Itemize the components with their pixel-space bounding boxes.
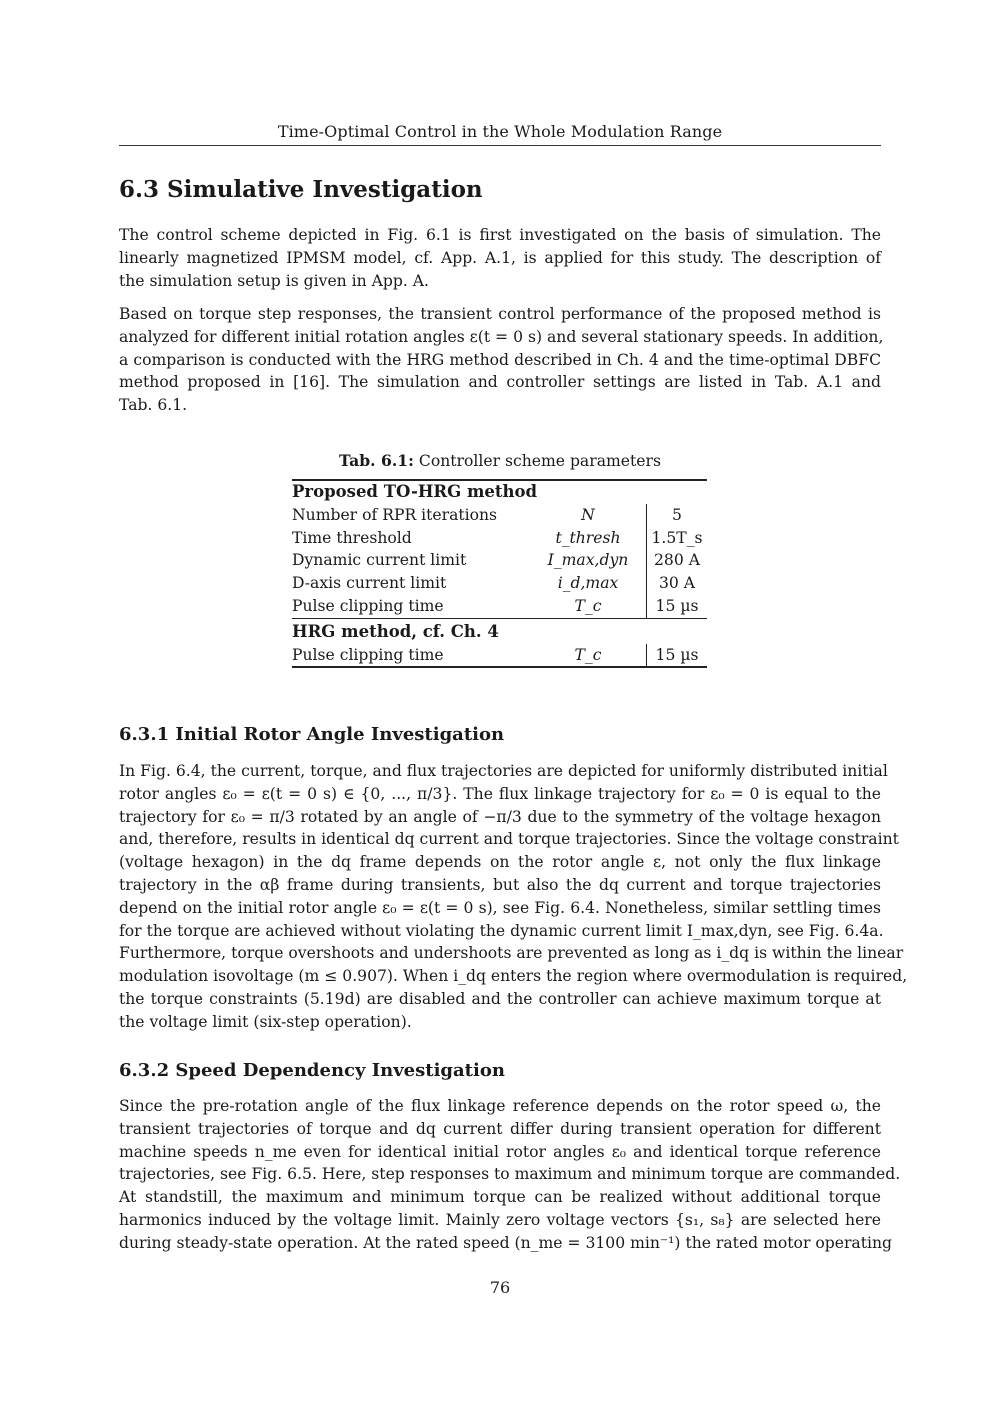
param-symbol: t_thresh xyxy=(555,528,621,547)
table-row xyxy=(292,549,707,572)
section-title: 6.3 Simulative Investigation xyxy=(119,176,483,203)
text-line: Furthermore, torque overshoots and undershoots are prevented as long as i_dq is within the linear xyxy=(119,944,904,963)
table-group-header xyxy=(292,618,707,643)
param-name: Dynamic current limit xyxy=(292,551,467,570)
table-row xyxy=(292,572,707,595)
text-line: modulation isovoltage (m ≤ 0.907). When i_dq enters the region where overmodulation is required, xyxy=(119,967,908,986)
text-line: and, therefore, results in identical dq current and torque trajectories. Since the voltage constraint xyxy=(119,830,899,849)
text-line: analyzed for different initial rotation angles ε(t = 0 s) and several stationary speeds. In addition, xyxy=(119,327,884,346)
group-title: HRG method, cf. Ch. 4 xyxy=(292,618,544,643)
param-value: 5 xyxy=(647,504,708,527)
subsection-title-speed-dependency: 6.3.2 Speed Dependency Investigation xyxy=(119,1060,505,1081)
param-name: Pulse clipping time xyxy=(292,644,544,668)
text-line: (voltage hexagon) in the dq frame depends on the rotor angle ε, not only the flux linkage xyxy=(119,853,881,872)
text-line: during steady-state operation. At the rated speed (n_me = 3100 min⁻¹) the rated motor operating xyxy=(119,1233,892,1252)
table-row xyxy=(292,504,707,527)
text-line: Tab. 6.1. xyxy=(119,396,188,415)
table-caption xyxy=(119,451,881,470)
text-line: The control scheme depicted in Fig. 6.1 is first investigated on the basis of simulation. The xyxy=(119,226,881,244)
table-row xyxy=(292,644,707,668)
param-symbol: i_d,max xyxy=(557,574,619,593)
text-line: method proposed in [16]. The simulation and controller settings are listed in Tab. A.1 and xyxy=(119,373,881,392)
text-line: the voltage limit (six-step operation). xyxy=(119,1012,412,1031)
text-line: depend on the initial rotor angle ε₀ = ε(t = 0 s), see Fig. 6.4. Nonetheless, similar settling times xyxy=(119,898,881,917)
header-rule xyxy=(119,145,881,146)
table-row xyxy=(292,527,707,550)
text-line: trajectory for ε₀ = π/3 rotated by an angle of −π/3 due to the symmetry of the voltage hexagon xyxy=(119,807,881,826)
param-value: 280 A xyxy=(647,549,708,572)
table-caption-label: Tab. 6.1: xyxy=(339,451,414,470)
table-group-header xyxy=(292,480,707,504)
text-line: machine speeds n_me even for identical initial rotor angles ε₀ and identical torque reference xyxy=(119,1142,881,1161)
text-line: Based on torque step responses, the transient control performance of the proposed method is xyxy=(119,305,881,323)
intro-paragraph-2 xyxy=(119,303,884,417)
text-line: trajectories, see Fig. 6.5. Here, step responses to maximum and minimum torque are commanded. xyxy=(119,1165,901,1184)
param-name: D-axis current limit xyxy=(292,574,447,593)
param-value: 1.5T_s xyxy=(647,527,708,550)
subsection-1-paragraph xyxy=(119,760,908,1034)
param-symbol: T_c xyxy=(574,596,602,615)
param-value: 30 A xyxy=(647,572,708,595)
intro-paragraph-1 xyxy=(119,224,881,292)
text-line: harmonics induced by the voltage limit. Mainly zero voltage vectors {s₁, s₈} are selected here xyxy=(119,1210,881,1229)
text-line: for the torque are achieved without violating the dynamic current limit I_max,dyn, see Fig. 6.4a. xyxy=(119,921,884,940)
subsection-title-initial-rotor-angle: 6.3.1 Initial Rotor Angle Investigation xyxy=(119,724,505,745)
subsection-2-paragraph xyxy=(119,1095,901,1255)
controller-parameters-table xyxy=(292,479,707,668)
text-line: the torque constraints (5.19d) are disabled and the controller can achieve maximum torque at xyxy=(119,989,881,1008)
param-name: Time threshold xyxy=(292,528,412,547)
text-line: the simulation setup is given in App. A. xyxy=(119,271,430,290)
text-line: transient trajectories of torque and dq current differ during transient operation for different xyxy=(119,1119,881,1138)
running-head: Time-Optimal Control in the Whole Modulation Range xyxy=(277,122,723,141)
table-row xyxy=(292,595,707,618)
text-line: At standstill, the maximum and minimum torque can be realized without additional torque xyxy=(119,1188,881,1207)
table-caption-text: Controller scheme parameters xyxy=(418,452,661,470)
param-symbol: T_c xyxy=(544,644,647,668)
param-symbol: I_max,dyn xyxy=(547,551,629,570)
text-line: trajectory in the αβ frame during transients, but also the dq current and torque trajectories xyxy=(119,875,881,894)
param-symbol: N xyxy=(581,505,595,524)
text-line: Since the pre-rotation angle of the flux linkage reference depends on the rotor speed ω, the xyxy=(119,1097,881,1115)
text-line: a comparison is conducted with the HRG method described in Ch. 4 and the time-optimal DBFC xyxy=(119,350,881,369)
text-line: rotor angles ε₀ = ε(t = 0 s) ∈ {0, ..., π/3}. The flux linkage trajectory for ε₀ = 0 is equal to the xyxy=(119,784,881,803)
text-line: linearly magnetized IPMSM model, cf. App. A.1, is applied for this study. The description of xyxy=(119,248,881,267)
param-name: Number of RPR iterations xyxy=(292,505,498,524)
param-value: 15 µs xyxy=(647,595,708,618)
page-number: 76 xyxy=(489,1278,511,1297)
param-name: Pulse clipping time xyxy=(292,596,444,615)
group-title: Proposed TO-HRG method xyxy=(292,480,544,504)
param-value: 15 µs xyxy=(647,644,708,668)
text-line: In Fig. 6.4, the current, torque, and flux trajectories are depicted for uniformly distributed initial xyxy=(119,762,888,780)
